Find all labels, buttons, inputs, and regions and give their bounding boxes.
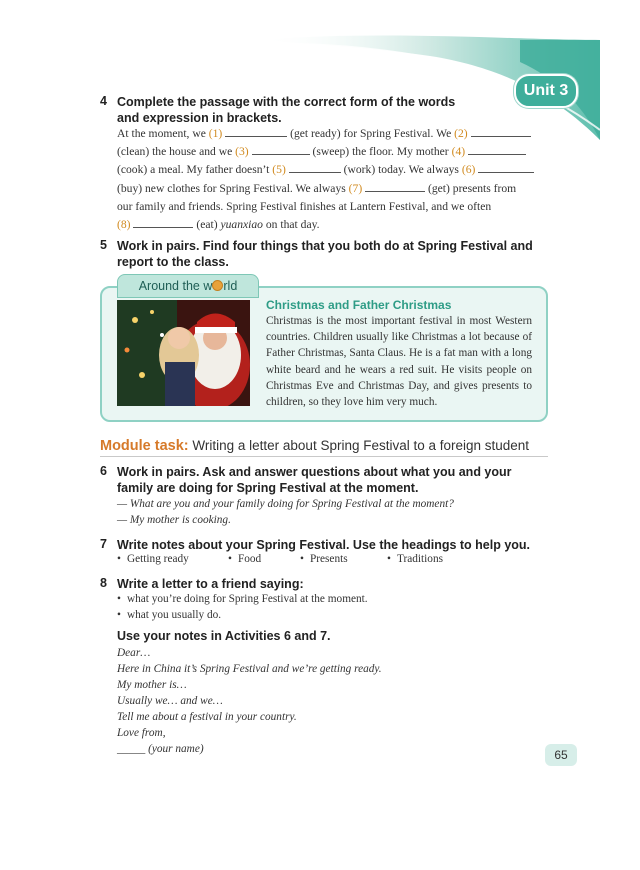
letter-line: Dear…: [117, 647, 151, 659]
text: (work) today. We always: [340, 163, 462, 177]
blank-number: (8): [117, 218, 131, 232]
exercise-4-number: 4: [100, 94, 107, 108]
exercise-6-title: Work in pairs. Ask and answer questions about what you and your family are doing for Spring Festival at the moment.: [117, 465, 512, 495]
blank-number: (3): [235, 145, 249, 159]
exercise-4-title: Complete the passage with the correct form of the words and expression in brackets.: [117, 95, 456, 125]
answer-blank[interactable]: [133, 217, 193, 228]
letter-point-1: • what you’re doing for Spring Festival at the moment.: [117, 593, 368, 605]
text: (get ready) for Spring Festival. We: [287, 127, 455, 140]
letter-line: Here in China it’s Spring Festival and we’re getting ready.: [117, 663, 382, 675]
passage-line-5: [117, 198, 547, 216]
text: (cook) a meal. My father doesn’t: [117, 163, 273, 177]
exercise-6-number: 6: [100, 464, 107, 478]
divider: [100, 456, 548, 457]
passage-line-3: [117, 161, 547, 179]
letter-line: Love from,: [117, 727, 166, 739]
example-answer: — My mother is cooking.: [117, 514, 231, 526]
letter-line: Usually we… and we…: [117, 695, 223, 707]
text: our family and friends. Spring Festival finishes at Lantern Festival, and we often: [117, 199, 492, 213]
answer-blank[interactable]: [289, 162, 341, 173]
answer-blank[interactable]: [365, 181, 425, 192]
blank-number: (1): [208, 127, 223, 140]
text: (clean) the house and we: [117, 145, 236, 159]
text: on that day.: [262, 218, 320, 232]
example-question: — What are you and your family doing for Spring Festival at the moment?: [117, 498, 454, 510]
text: yuanxiao: [220, 218, 263, 232]
exercise-7-title: Write notes about your Spring Festival. Use the headings to help you.: [117, 538, 531, 552]
around-the-world-tab: [117, 274, 259, 298]
module-task-heading: [100, 437, 548, 457]
page-number: 65: [545, 744, 577, 766]
exercise-4-passage: [117, 125, 547, 234]
exercise-7-number: 7: [100, 537, 107, 551]
around-the-world-text: Christmas is the most important festival in most Western countries. Children usually like Christmas a lot because of Father Christmas, Santa Claus. He is a fat man with a long white beard and he wears a red suit. He visits people on Christmas Eve and Christmas Day, and gives presents to children, so they love him very much.: [266, 315, 532, 409]
answer-blank[interactable]: [471, 126, 531, 137]
blank-number: (7): [348, 181, 363, 195]
heading-getting-ready: • Getting ready: [117, 553, 189, 565]
text: (sweep) the floor. My mother: [309, 145, 452, 159]
text: (get) presents from: [425, 181, 517, 195]
heading-food: • Food: [228, 553, 261, 565]
blank-number: (4): [451, 145, 466, 159]
answer-blank[interactable]: [225, 126, 287, 137]
answer-blank[interactable]: [252, 144, 310, 155]
exercise-5-title: Work in pairs. Find four things that you both do at Spring Festival and report to the class.: [117, 239, 533, 269]
around-the-world-heading: Christmas and Father Christmas: [266, 298, 452, 312]
passage-line-2: [117, 143, 547, 161]
blank-number: (6): [461, 163, 476, 177]
answer-blank[interactable]: [478, 162, 534, 173]
passage-line-4: [117, 180, 547, 198]
answer-blank[interactable]: [468, 144, 526, 155]
exercise-5-number: 5: [100, 238, 107, 252]
module-task-subtitle: Writing a letter about Spring Festival to a foreign student: [188, 438, 530, 453]
tab-text: rld: [223, 279, 238, 293]
text: (eat): [193, 218, 221, 232]
heading-traditions: • Traditions: [387, 553, 443, 565]
blank-number: (2): [454, 127, 468, 140]
exercise-8-title: Write a letter to a friend saying:: [117, 577, 304, 591]
unit-badge: Unit 3: [514, 74, 578, 108]
letter-line: _____ (your name): [117, 743, 204, 755]
text: (buy) new clothes for Spring Festival. We always: [117, 181, 349, 195]
passage-line-1: [117, 125, 547, 143]
exercise-8-number: 8: [100, 576, 107, 590]
module-task-label: Module task:: [100, 438, 189, 454]
notes-instruction: Use your notes in Activities 6 and 7.: [117, 629, 331, 643]
father-christmas-photo: [117, 300, 250, 406]
passage-line-6: [117, 216, 547, 234]
text: At the moment, we: [117, 127, 209, 140]
letter-point-2: • what you usually do.: [117, 609, 221, 621]
heading-presents: • Presents: [300, 553, 348, 565]
globe-icon: [212, 280, 223, 291]
letter-line: Tell me about a festival in your country.: [117, 711, 297, 723]
blank-number: (5): [272, 163, 286, 177]
letter-line: My mother is…: [117, 679, 187, 691]
tab-text: Around the w: [138, 279, 213, 293]
